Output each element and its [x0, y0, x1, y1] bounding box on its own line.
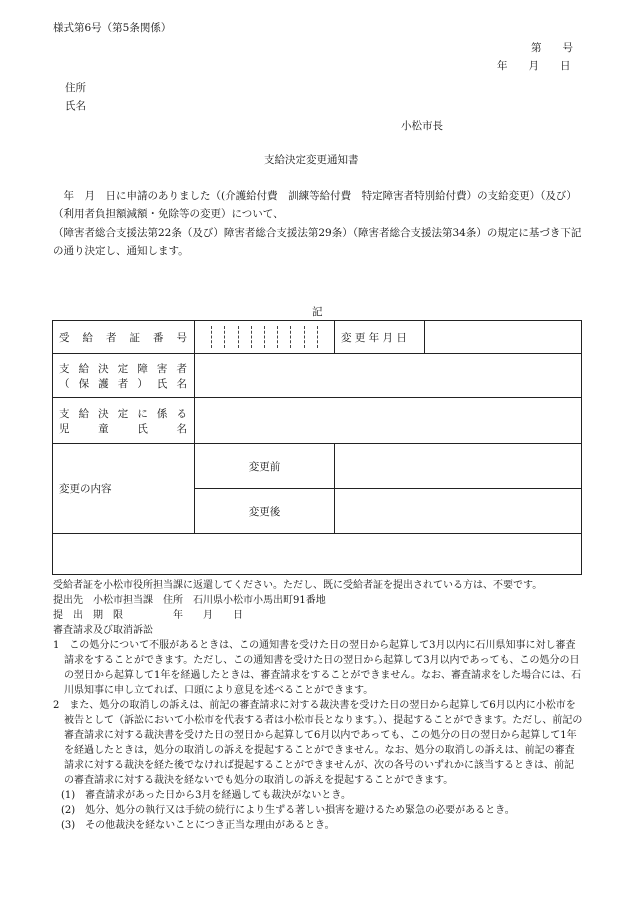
appeal-subitem-2: (2) 処分、処分の執行又は手続の続行により生ずる著しい損害を避けるため緊急の必要があるとき。 [61, 805, 515, 816]
appeal-heading: 審査請求及び取消訴訟 [53, 625, 153, 636]
cert-number-digit-boxes [199, 326, 330, 348]
change-date-field[interactable] [425, 321, 582, 354]
appeal-subitem-1: (1) 審査請求があった日から3月を経過しても裁決がないとき。 [61, 790, 352, 801]
return-notice: 受給者証を小松市役所担当課に返還してください。ただし、既に受給者証を提出されている方は、不要です。 [53, 580, 543, 591]
intro-paragraph-2: （障害者総合支援法第22条（及び）障害者総合支援法第29条）（障害者総合支援法第34条）の規定に基づき下記の通り決定し、通知します。 [53, 227, 582, 257]
submission-deadline: 提 出 期 限 年 月 日 [53, 610, 243, 621]
form-number: 様式第6号（第5条関係） [53, 22, 172, 34]
after-content-field[interactable] [335, 489, 582, 534]
recipient-cert-number-field[interactable] [195, 321, 335, 354]
disabled-person-label-line1: 支 給 決 定 障 害 者 [59, 362, 188, 375]
disabled-person-label-cell [53, 354, 195, 398]
child-label-cell [53, 398, 195, 444]
issuer-name: 小松市長 [401, 120, 443, 132]
change-content-label-cell [53, 444, 195, 534]
child-name-field[interactable] [195, 398, 582, 444]
after-label: 変更後 [248, 505, 281, 518]
submit-to: 提出先 小松市担当課 住所 石川県小松市小馬出町91番地 [53, 595, 326, 606]
intro-paragraph-1: 年 月 日に申請のありました（(介護給付費 訓練等給付費 特定障害者特別給付費）の支給変更）（及び）（利用者負担額減額・免除等の変更）について、 [53, 190, 577, 220]
appeal-item-2: 2 また、処分の取消しの訴えは、前記の審査請求に対する裁決書を受けた日の翌日から起算して6月以内に小松市を被告として（訴訟において小松市を代表する者は小松市長となります。）、提起することができます。ただし、前記の審査請求に対する裁決書を受けた日の翌日から起算して6月以内であっても、この処分の日の翌日から起算して1年を経過したときは，処分の取消しの訴えを提起することができません。なお、処分の取消しの訴えは、前記の審査請求に対する裁決を経た後でなければ提起することができませんが、次の各号のいずれかに該当するときは、前記の審査請求に対する裁決を経ないでも処分の取消しの訴えを提起することができます。 [53, 700, 583, 786]
change-date-label-cell [335, 321, 425, 354]
document-title: 支給決定変更通知書 [264, 154, 359, 166]
recipient-cert-label-cell [53, 321, 195, 354]
before-content-field[interactable] [335, 444, 582, 489]
document-date-line: 年 月 日 [497, 60, 571, 72]
address-label: 住所 [65, 82, 86, 94]
document-number-line: 第 号 [531, 42, 573, 54]
remarks-field[interactable] [53, 534, 582, 575]
child-label-line2: 児 童 氏 名 [59, 422, 188, 435]
after-label-cell [195, 489, 335, 534]
appeal-item-1: 1 この処分について不服があるときは、この通知書を受けた日の翌日から起算して3月以内に石川県知事に対し審査請求をすることができます。ただし、この通知書を受けた日の翌日から起算して3月以内であっても、この処分の日の翌日から起算して1年を経過したときは、審査請求をすることができません。なお、審査請求をした場合には、石川県知事に申し立てれば、口頭により意見を述べることができます。 [53, 640, 581, 696]
change-detail-table [52, 320, 582, 575]
ki-heading: 記 [312, 306, 323, 318]
appeal-subitem-3: (3) その他裁決を経ないことにつき正当な理由があるとき。 [61, 820, 335, 831]
recipient-cert-label: 受 給 者 証 番 号 [59, 331, 188, 344]
name-label: 氏名 [65, 100, 86, 112]
child-label-line1: 支 給 決 定 に 係 る [59, 407, 188, 420]
disabled-person-name-field[interactable] [195, 354, 582, 398]
before-label-cell [195, 444, 335, 489]
change-date-label: 変 更 年 月 日 [341, 331, 407, 344]
before-label: 変更前 [248, 460, 281, 473]
disabled-person-label-line2: （ 保 護 者 ） 氏 名 [59, 377, 188, 390]
change-content-label: 変更の内容 [59, 483, 112, 495]
notes-section [53, 578, 583, 833]
